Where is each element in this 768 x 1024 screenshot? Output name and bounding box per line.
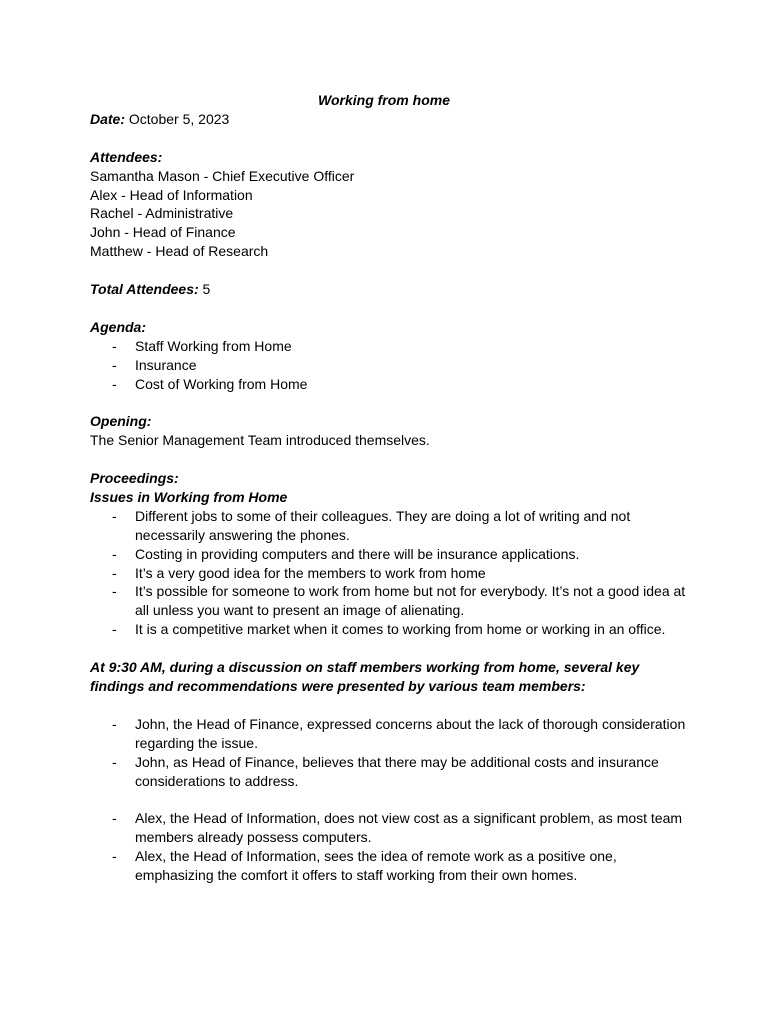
spacer <box>90 696 690 715</box>
agenda-item <box>90 356 690 375</box>
document-title: Working from home <box>318 92 450 108</box>
discussion-item-text: John, as Head of Finance, believes that there may be additional costs and insurance considerations to address. <box>135 753 659 789</box>
proceedings-item-text: Costing in providing computers and there will be insurance applications. <box>135 545 580 562</box>
dash-marker: - <box>112 715 117 732</box>
attendee-item: Rachel - Administrative <box>90 205 234 222</box>
discussion-item <box>90 753 690 791</box>
spacer <box>90 639 690 658</box>
discussion-list-alex <box>90 809 690 885</box>
proceedings-item <box>90 564 690 583</box>
agenda-item <box>90 375 690 394</box>
attendee-item: Alex - Head of Information <box>90 186 253 203</box>
spacer <box>90 129 690 148</box>
proceedings-item <box>90 507 690 545</box>
proceedings-item-text: It’s possible for someone to work from home but not for everybody. It’s not a good idea at all unless you want to present an image of alienating. <box>135 583 686 619</box>
proceedings-subheading: Issues in Working from Home <box>90 488 288 505</box>
proceedings-item-text: It’s a very good idea for the members to work from home <box>135 564 486 581</box>
date-value: October 5, 2023 <box>125 110 230 127</box>
opening-label: Opening: <box>90 413 152 430</box>
proceedings-item-text: Different jobs to some of their colleagues. They are doing a lot of writing and not necessarily answering the phones. <box>135 507 631 543</box>
discussion-item <box>90 809 690 847</box>
proceedings-item-text: It is a competitive market when it comes to working from home or working in an office. <box>135 621 666 638</box>
dash-marker: - <box>112 356 117 373</box>
attendees-label: Attendees: <box>90 148 163 165</box>
discussion-item-text: John, the Head of Finance, expressed concerns about the lack of thorough consideration regarding the issue. <box>135 715 686 751</box>
spacer <box>90 261 690 280</box>
spacer <box>90 790 690 809</box>
discussion-item <box>90 847 690 885</box>
total-attendees-line <box>90 280 690 299</box>
agenda-item-text: Insurance <box>135 356 197 373</box>
proceedings-label: Proceedings: <box>90 470 179 487</box>
spacer <box>90 299 690 318</box>
dash-marker: - <box>112 753 117 770</box>
dash-marker: - <box>112 545 117 562</box>
opening-text: The Senior Management Team introduced themselves. <box>90 432 430 449</box>
discussion-item <box>90 715 690 753</box>
date-label: Date: <box>90 110 126 127</box>
discussion-item-text: Alex, the Head of Information, sees the idea of remote work as a positive one, emphasizing the comfort it offers to staff working from their own homes. <box>135 848 617 884</box>
spacer <box>90 393 690 412</box>
dash-marker: - <box>112 507 117 524</box>
spacer <box>90 450 690 469</box>
discussion-heading: At 9:30 AM, during a discussion on staff members working from home, several key findings and recommendations were presented by various team members: <box>90 659 640 694</box>
dash-marker: - <box>112 810 117 827</box>
document-page <box>90 91 690 885</box>
dash-marker: - <box>112 583 117 600</box>
attendee-item: Matthew - Head of Research <box>90 243 269 260</box>
proceedings-item <box>90 620 690 639</box>
proceedings-item <box>90 582 690 620</box>
dash-marker: - <box>112 375 117 392</box>
dash-marker: - <box>112 564 117 581</box>
agenda-label: Agenda: <box>90 318 146 335</box>
proceedings-list <box>90 507 690 639</box>
dash-marker: - <box>112 848 117 865</box>
agenda-item-text: Cost of Working from Home <box>135 375 308 392</box>
discussion-list-john <box>90 715 690 791</box>
proceedings-item <box>90 545 690 564</box>
attendee-item: Samantha Mason - Chief Executive Officer <box>90 167 355 184</box>
attendee-item: John - Head of Finance <box>90 224 236 241</box>
date-line <box>90 110 690 129</box>
total-attendees-label: Total Attendees: <box>90 281 199 298</box>
discussion-item-text: Alex, the Head of Information, does not view cost as a significant problem, as most team members already possess computers. <box>135 810 683 846</box>
agenda-item <box>90 337 690 356</box>
dash-marker: - <box>112 621 117 638</box>
agenda-item-text: Staff Working from Home <box>135 337 292 354</box>
total-attendees-value: 5 <box>198 281 211 298</box>
dash-marker: - <box>112 337 117 354</box>
agenda-list <box>90 337 690 394</box>
